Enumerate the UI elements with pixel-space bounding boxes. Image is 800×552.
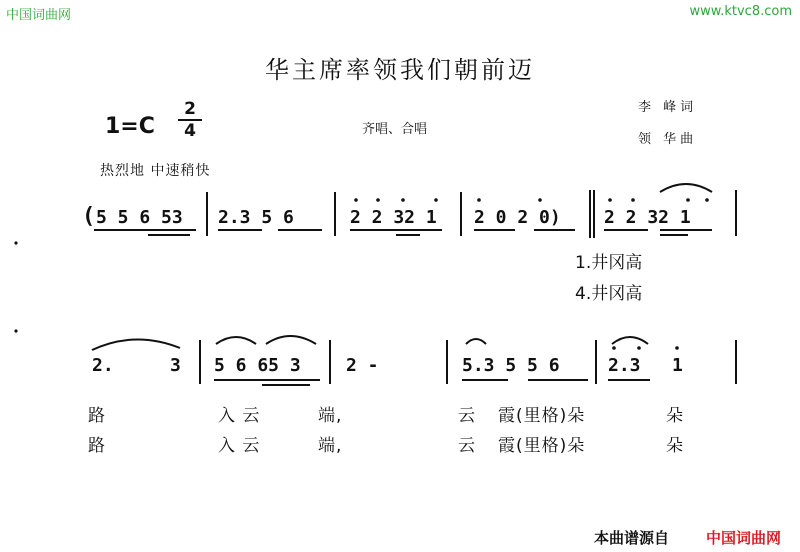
octave-dot <box>608 198 612 202</box>
lyric1-word1: 路 <box>88 406 106 426</box>
margin-mark <box>14 241 17 244</box>
lyric2-word2: 入 云 <box>218 436 261 456</box>
tempo-marking: 热烈地 中速稍快 <box>100 163 211 179</box>
line1-bar1: 5 5 6 53 <box>96 207 183 228</box>
octave-dot <box>637 346 641 350</box>
composer-credit: 领 华曲 <box>638 132 698 147</box>
tie <box>92 339 180 350</box>
line2-note-d: 1 <box>672 355 683 376</box>
line2-bar4: 5.3 5 5 6 <box>462 355 560 376</box>
time-signature <box>178 100 202 140</box>
lyric1-word2: 入 云 <box>218 406 261 426</box>
lyric2-word6: 朵 <box>666 436 684 456</box>
margin-mark <box>14 329 17 332</box>
meter-bottom: 4 <box>184 121 196 141</box>
watermark-right[interactable]: www.ktvc8.com <box>689 4 792 19</box>
performance-form: 齐唱、合唱 <box>362 122 428 137</box>
line2-note-a: 2. <box>92 355 114 376</box>
verse4-lyric: 4.井冈高 <box>575 284 643 304</box>
octave-dot <box>705 198 709 202</box>
octave-dot <box>376 198 380 202</box>
octave-dot <box>434 198 438 202</box>
slur <box>216 337 256 344</box>
lyric2-word4: 云 <box>458 436 476 456</box>
verse1-lyric: 1.井冈高 <box>575 253 643 273</box>
line2-bar3: 2 - <box>346 355 379 376</box>
line2-note-b: 3 <box>170 355 181 376</box>
line1-bar3: 2 2 32 1 <box>350 207 437 228</box>
octave-dot <box>631 198 635 202</box>
octave-dot <box>401 198 405 202</box>
octave-dot <box>686 198 690 202</box>
line1-bar2: 2.3 5 6 <box>218 207 294 228</box>
line2-bar2: 5 6 65 3 <box>214 355 301 376</box>
slur <box>266 336 316 344</box>
octave-dot <box>612 346 616 350</box>
lyric2-word5: 霞(里格)朵 <box>498 436 586 456</box>
lyric1-word3: 端, <box>318 406 343 426</box>
lyric2-word1: 路 <box>88 436 106 456</box>
key-signature: 1=C <box>105 114 155 139</box>
watermark-left: 中国词曲网 <box>6 8 72 23</box>
octave-dot <box>477 198 481 202</box>
octave-dot <box>675 346 679 350</box>
lyric2-word3: 端, <box>318 436 343 456</box>
lyric1-word4: 云 <box>458 406 476 426</box>
lyric1-word5: 霞(里格)朵 <box>498 406 586 426</box>
octave-dot <box>354 198 358 202</box>
lyricist-credit: 李 峰词 <box>638 100 698 115</box>
lyric1-word6: 朵 <box>666 406 684 426</box>
slur <box>660 184 712 192</box>
octave-dot <box>538 198 542 202</box>
footer-site-link[interactable]: 中国词曲网 <box>706 529 782 547</box>
meter-top: 2 <box>184 99 196 119</box>
open-paren: ( <box>82 204 96 229</box>
line1-bar4: 2 0 2 0) <box>474 207 561 228</box>
song-title: 华主席率领我们朝前迈 <box>265 56 535 84</box>
line1-bar5: 2 2 32 1 <box>604 207 691 228</box>
slur <box>612 337 648 344</box>
footer-source-text: 本曲谱源自 <box>594 529 670 547</box>
slur <box>466 339 486 344</box>
line2-note-c: 2.3 <box>608 355 641 376</box>
